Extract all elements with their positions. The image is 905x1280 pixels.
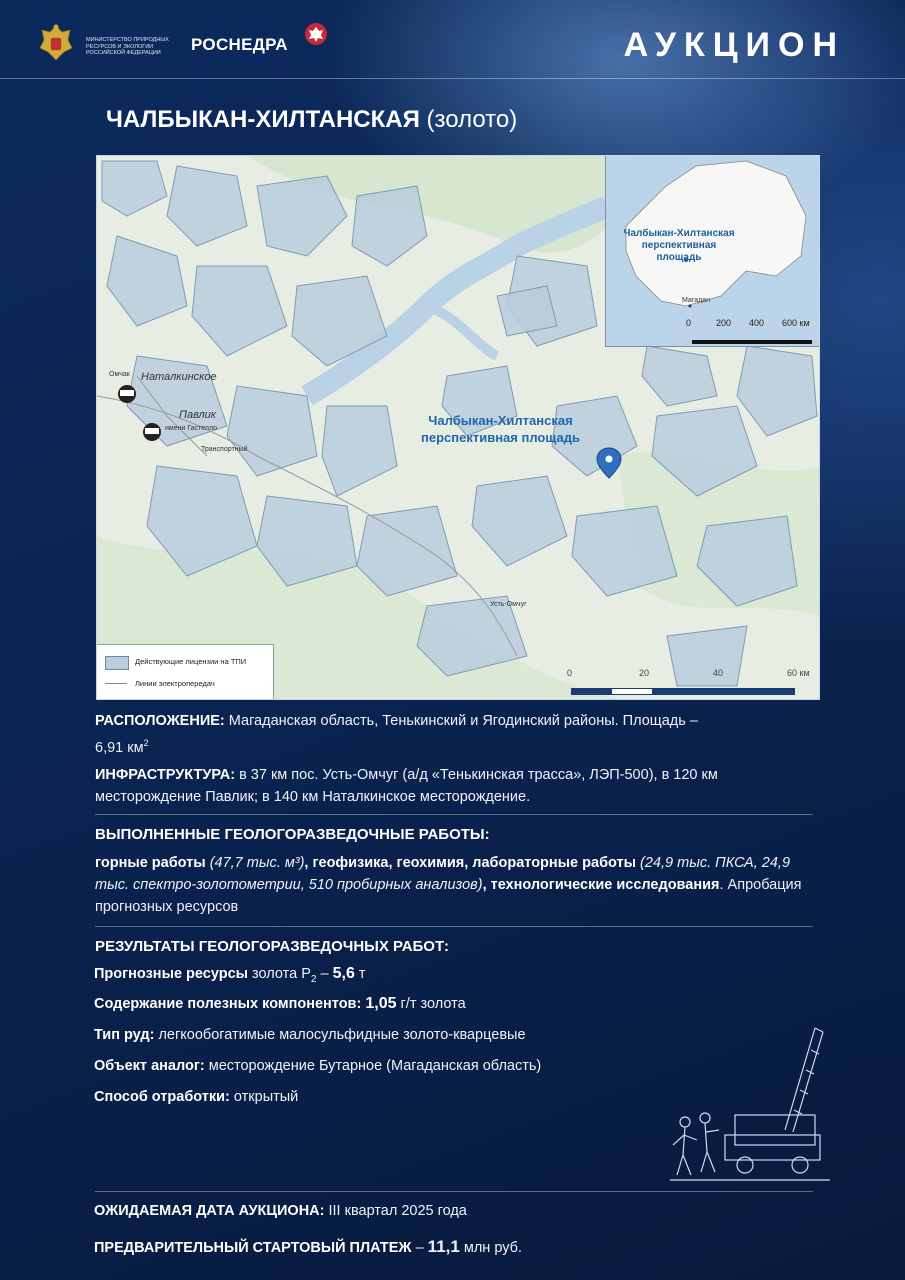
- overview-inset-map: [605, 156, 820, 347]
- starting-payment: [94, 1237, 522, 1257]
- town-gastello: имени Гастелло: [165, 425, 218, 432]
- town-pavlik: Павлик: [179, 409, 216, 421]
- works-mining-volume: (47,7 тыс. м³): [209, 855, 305, 871]
- legend-powerline-label: Линии электропередач: [135, 679, 215, 688]
- payment-dash: –: [415, 1240, 424, 1256]
- works-lab-details: (24,9 тыс. ПКСА, 24,9 тыс. спектро-золотометрии, 510 пробирных анализов): [95, 855, 791, 893]
- rosnedra-logo-icon: [304, 22, 328, 46]
- content-value: 1,05: [365, 995, 397, 1012]
- results-method: [94, 1089, 298, 1105]
- analog-text: месторождение Бутарное (Магаданская область): [208, 1058, 542, 1074]
- results-heading: РЕЗУЛЬТАТЫ ГЕОЛОГОРАЗВЕДОЧНЫХ РАБОТ:: [95, 938, 449, 955]
- scale-40: 40: [713, 668, 724, 678]
- auction-date-label: ОЖИДАЕМАЯ ДАТА АУКЦИОНА:: [94, 1203, 325, 1219]
- content-unit: г/т золота: [400, 996, 466, 1012]
- location-map: [96, 155, 820, 700]
- method-label: Способ отработки:: [94, 1089, 230, 1105]
- scale-0: 0: [567, 668, 573, 678]
- inset-label-line1: Чалбыкан-Хилтанская: [623, 228, 735, 239]
- resources-label: Прогнозные ресурсы: [94, 966, 249, 982]
- prospect-area-label-line1: Чалбыкан-Хилтанская: [428, 413, 573, 428]
- inset-scale-400: 400: [749, 318, 765, 328]
- inset-area-label: [614, 228, 744, 264]
- town-natalkinskoe: Наталкинское: [141, 371, 217, 383]
- scale-60: 60 км: [787, 668, 810, 678]
- resources-value: 5,6: [332, 965, 355, 982]
- title-name: ЧАЛБЫКАН-ХИЛТАНСКАЯ: [106, 106, 420, 133]
- payment-label: ПРЕДВАРИТЕЛЬНЫЙ СТАРТОВЫЙ ПЛАТЕЖ: [94, 1240, 412, 1256]
- works-mining: горные работы: [95, 855, 206, 871]
- location-area-value: 6,91 км: [95, 739, 144, 756]
- prospect-area-label: [421, 412, 580, 446]
- works-approbation: . Апробация прогнозных ресурсов: [95, 877, 802, 915]
- inset-scale-600: 600 км: [782, 318, 810, 328]
- ministry-name: МИНИСТЕРСТВО ПРИРОДНЫХ РЕСУРСОВ И ЭКОЛОГИИ РОССИЙСКОЙ ФЕДЕРАЦИИ: [86, 37, 169, 56]
- location-area-sup: 2: [143, 738, 149, 748]
- ore-label: Тип руд:: [94, 1027, 155, 1043]
- town-transportny: Транспортный: [201, 446, 248, 453]
- location-label: РАСПОЛОЖЕНИЕ:: [95, 713, 225, 729]
- legend-powerline-swatch: [105, 683, 127, 684]
- divider: [95, 1191, 813, 1192]
- town-omchak: Омчак: [109, 371, 130, 378]
- content-label: Содержание полезных компонентов:: [94, 996, 362, 1012]
- map-scale-bar: [571, 688, 795, 695]
- infrastructure-paragraph: [95, 764, 825, 808]
- auction-badge: АУКЦИОН: [623, 26, 845, 64]
- resources-sub: 2: [310, 973, 317, 985]
- prospect-area-label-line2: перспективная площадь: [421, 430, 580, 445]
- scale-20: 20: [639, 668, 650, 678]
- inset-scale-0: 0: [686, 318, 692, 328]
- legend-license-label: Действующие лицензии на ТПИ: [135, 657, 247, 666]
- town-ust-omchug: Усть-Омчуг: [490, 601, 527, 608]
- inset-scale-200: 200: [716, 318, 732, 328]
- analog-label: Объект аналог:: [94, 1058, 205, 1074]
- works-geo: , геофизика, геохимия, лабораторные работы: [304, 855, 637, 871]
- inset-label-line3: площадь: [656, 252, 702, 263]
- results-analog: [94, 1058, 541, 1074]
- payment-value: 11,1: [427, 1237, 460, 1256]
- resources-dash: –: [320, 966, 329, 982]
- inset-label-line2: перспективная: [641, 240, 717, 251]
- legend-license-swatch: [105, 656, 129, 670]
- auction-date-text: III квартал 2025 года: [328, 1203, 467, 1219]
- divider: [95, 926, 813, 927]
- page-title: [106, 106, 517, 134]
- divider: [95, 814, 813, 815]
- location-paragraph: [95, 710, 825, 759]
- works-paragraph: [95, 852, 825, 918]
- inset-city-magadan: Магадан: [682, 297, 710, 304]
- payment-unit: млн руб.: [463, 1240, 522, 1256]
- results-content: [94, 995, 466, 1013]
- page-header: [0, 0, 905, 79]
- infrastructure-label: ИНФРАСТРУКТУРА:: [95, 767, 236, 783]
- infrastructure-text: в 37 км пос. Усть-Омчуг (а/д «Тенькинская трасса», ЛЭП-500), в 120 км месторождение Павлик; в 140 км Наталкинское месторождение.: [95, 767, 718, 805]
- works-heading: ВЫПОЛНЕННЫЕ ГЕОЛОГОРАЗВЕДОЧНЫЕ РАБОТЫ:: [95, 826, 490, 843]
- ore-text: легкообогатимые малосульфидные золото-кварцевые: [158, 1027, 526, 1043]
- drilling-rig-illustration: [665, 1020, 835, 1190]
- method-text: открытый: [233, 1089, 299, 1105]
- auction-date: [94, 1203, 467, 1219]
- agency-logo-text: РОСНЕДРА: [191, 35, 288, 54]
- title-mineral: (золото): [426, 106, 518, 133]
- coat-of-arms-icon: [36, 22, 76, 64]
- map-legend: [97, 644, 274, 700]
- works-tech: , технологические исследования: [482, 877, 720, 893]
- results-resources: [94, 965, 366, 985]
- resources-text: золота Р: [252, 966, 311, 982]
- resources-unit: т: [358, 966, 366, 982]
- results-ore-type: [94, 1027, 526, 1043]
- location-text: Магаданская область, Тенькинский и Ягодинский районы. Площадь –: [228, 713, 698, 729]
